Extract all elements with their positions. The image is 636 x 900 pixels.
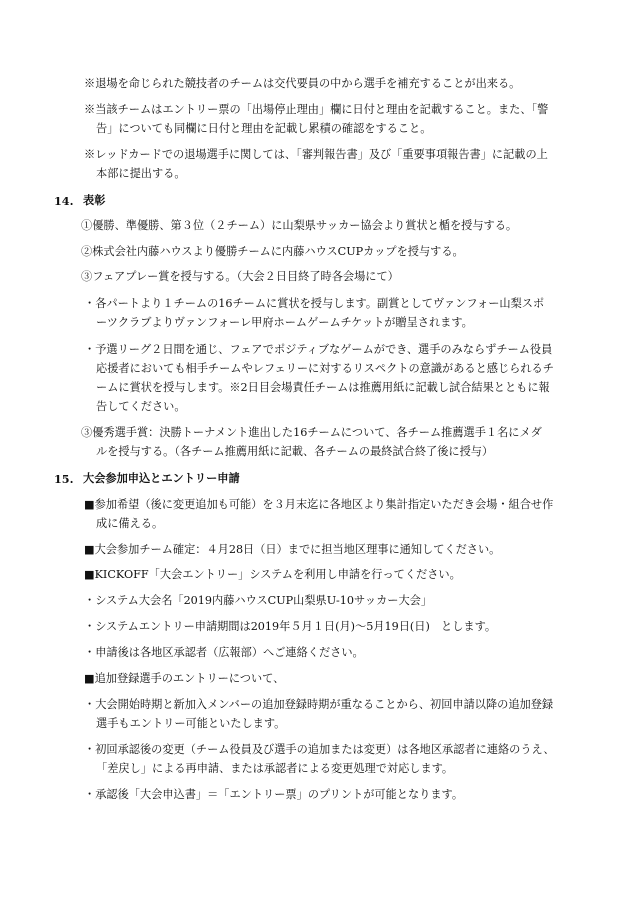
note-suspension-line2: 告」についても同欄に日付と理由を記載し累積の確認をすること。 — [96, 122, 432, 135]
fairplay-bullet-1-line2: ーツクラブよりヴァンフォーレ甲府ホームゲームチケットが贈呈されます。 — [96, 316, 473, 329]
fairplay-bullet-2-line3: ームに賞状を授与します。※2日目会場責任チームは推薦用紙に記載し試合結果とともに報 — [96, 381, 550, 394]
fairplay-bullet-1-line1: ・各パートより１チームの16チームに賞状を授与します。副賞としてヴァンフォー山梨スポ — [84, 297, 545, 310]
note-redcard-line1: ※レッドカードでの退場選手に関しては、「審判報告書」及び「重要事項報告書」に記載の上 — [84, 148, 548, 161]
award-item-4-line2: ルを授与する。（各チーム推薦用紙に記載、各チームの最終試合終了後に授与） — [96, 445, 494, 458]
award-item-4-line1: ③優秀選手賞：決勝トーナメント進出した16チームについて、各チーム推薦選手１名にメダ — [81, 426, 542, 439]
entry-square-2: ■大会参加チーム確定：４月28日（日）までに担当地区理事に通知してください。 — [84, 543, 501, 556]
section-15-number: 15. — [54, 472, 74, 486]
section-15-title: 大会参加申込とエントリー申請 — [83, 472, 240, 485]
entry-square-3: ■KICKOFF「大会エントリー」システムを利用し申請を行ってください。 — [84, 568, 461, 581]
entry-square-1-line1: ■参加希望（後に変更追加も可能）を３月末迄に各地区より集計指定いただき会場・組合せ作 — [84, 498, 554, 511]
entry-bullet-5-line2: 「差戻し」による再申請、または承認者による変更処理で対応します。 — [96, 762, 454, 775]
award-item-3: ③フェアプレー賞を授与する。（大会２日目終了時各会場にて） — [81, 270, 399, 283]
entry-bullet-6: ・承認後「大会申込書」＝「エントリー票」のプリントが可能となります。 — [84, 788, 464, 801]
award-item-2: ②株式会社内藤ハウスより優勝チームに内藤ハウスCUPカップを授与する。 — [81, 245, 464, 258]
note-redcard-line2: 本部に提出する。 — [96, 167, 186, 180]
entry-bullet-4-line1: ・大会開始時期と新加入メンバーの追加登録時期が重なることから、初回申請以降の追加登録 — [84, 698, 554, 711]
entry-bullet-4-line2: 選手もエントリー可能といたします。 — [96, 717, 286, 730]
award-item-1: ①優勝、準優勝、第３位（２チーム）に山梨県サッカー協会より賞状と楯を授与する。 — [81, 219, 518, 232]
note-substitute: ※退場を命じられた競技者のチームは交代要員の中から選手を補充することが出来る。 — [84, 77, 521, 90]
section-14-number: 14. — [54, 194, 74, 208]
fairplay-bullet-2-line4: 告してください。 — [96, 400, 186, 413]
note-suspension-line1: ※当該チームはエントリー票の「出場停止理由」欄に日付と理由を記載すること。また、「警 — [84, 103, 549, 116]
entry-bullet-3: ・申請後は各地区承認者（広報部）へご連絡ください。 — [84, 646, 364, 659]
entry-square-4: ■追加登録選手のエントリーについて、 — [84, 672, 285, 685]
fairplay-bullet-2-line1: ・予選リーグ２日間を通じ、フェアでポジティブなゲームができ、選手のみならずチーム役員 — [84, 343, 553, 356]
fairplay-bullet-2-line2: 応援者においても相手チームやレフェリーに対するリスペクトの意識があると感じられるチ — [96, 362, 554, 375]
entry-bullet-5-line1: ・初回承認後の変更（チーム役員及び選手の追加または変更）は各地区承認者に連絡のうえ、 — [84, 743, 555, 756]
entry-bullet-1: ・システム大会名「2019内藤ハウスCUP山梨県U-10サッカー大会」 — [84, 594, 433, 607]
section-14-title: 表彰 — [83, 194, 106, 207]
entry-square-1-line2: 成に備える。 — [96, 517, 164, 530]
entry-bullet-2: ・システムエントリー申請期間は2019年５月１日(月)～5月19日(日) とします。 — [84, 620, 497, 633]
